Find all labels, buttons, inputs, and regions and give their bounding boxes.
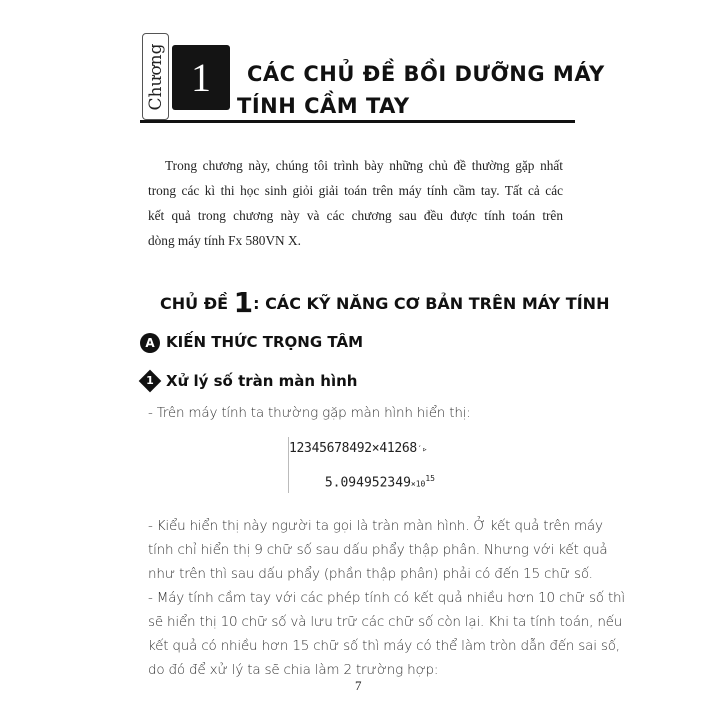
body-line: như trên thì sau dấu phẩy (phần thập phân) phải có đến 15 chữ số. [148,566,593,582]
subsection-title: Xử lý số tràn màn hình [166,372,358,390]
body-line: sẽ hiển thị 10 chữ số và lưu trữ các chữ số còn lại. Khi ta tính toán, nếu [148,614,623,630]
topic-prefix: CHỦ ĐỀ [160,294,229,313]
header-rule [140,120,575,123]
lead-line: - Trên máy tính ta thường gặp màn hình hiển thị: [148,405,471,421]
calculator-result: $5.094952349\times 10^{15}$ [324,474,435,491]
topic-title: : CÁC KỸ NĂNG CƠ BẢN TRÊN MÁY TÍNH [253,294,610,313]
section-badge-icon: A [140,333,160,353]
section-title: KIẾN THỨC TRỌNG TÂM [166,333,363,351]
calculator-display [288,437,441,493]
topic-heading [160,286,609,319]
chapter-label-box [142,33,169,120]
chapter-title-line2: TÍNH CẦM TAY [237,94,410,118]
body-line: - Máy tính cầm tay với các phép tính có kết quả nhiều hơn 10 chữ số thì [148,590,625,606]
chapter-label: Chương [145,43,166,110]
intro-line: kết quả trong chương này và các chương sau đều được tính toán trên [148,208,563,223]
intro-line: dòng máy tính Fx 580VN X. [148,233,301,248]
chapter-number: 1 [172,45,230,110]
body-line: do đó để xử lý ta sẽ chia làm 2 trường hợp: [148,662,439,678]
topic-number: 1 [233,286,254,319]
body-line: kết quả có nhiều hơn 15 chữ số thì máy có thể làm tròn dẫn đến sai số, [148,638,620,654]
body-line: tính chỉ hiển thị 9 chữ số sau dấu phẩy thập phân. Nhưng với kết quả [148,542,608,558]
chapter-title-line1: CÁC CHỦ ĐỀ BỒI DƯỠNG MÁY [247,62,605,86]
intro-line: Trong chương này, chúng tôi trình bày những chủ đề thường gặp nhất [165,158,563,173]
calculator-input: 12345678492×41268′▹ [289,441,428,456]
body-line: - Kiểu hiển thị này người ta gọi là tràn màn hình. Ở kết quả trên máy [148,518,603,534]
page-number: 7 [355,678,362,693]
intro-line: trong các kì thi học sinh giỏi giải toán trên máy tính cầm tay. Tất cả các [148,183,563,198]
subsection-number: 1 [146,374,154,387]
